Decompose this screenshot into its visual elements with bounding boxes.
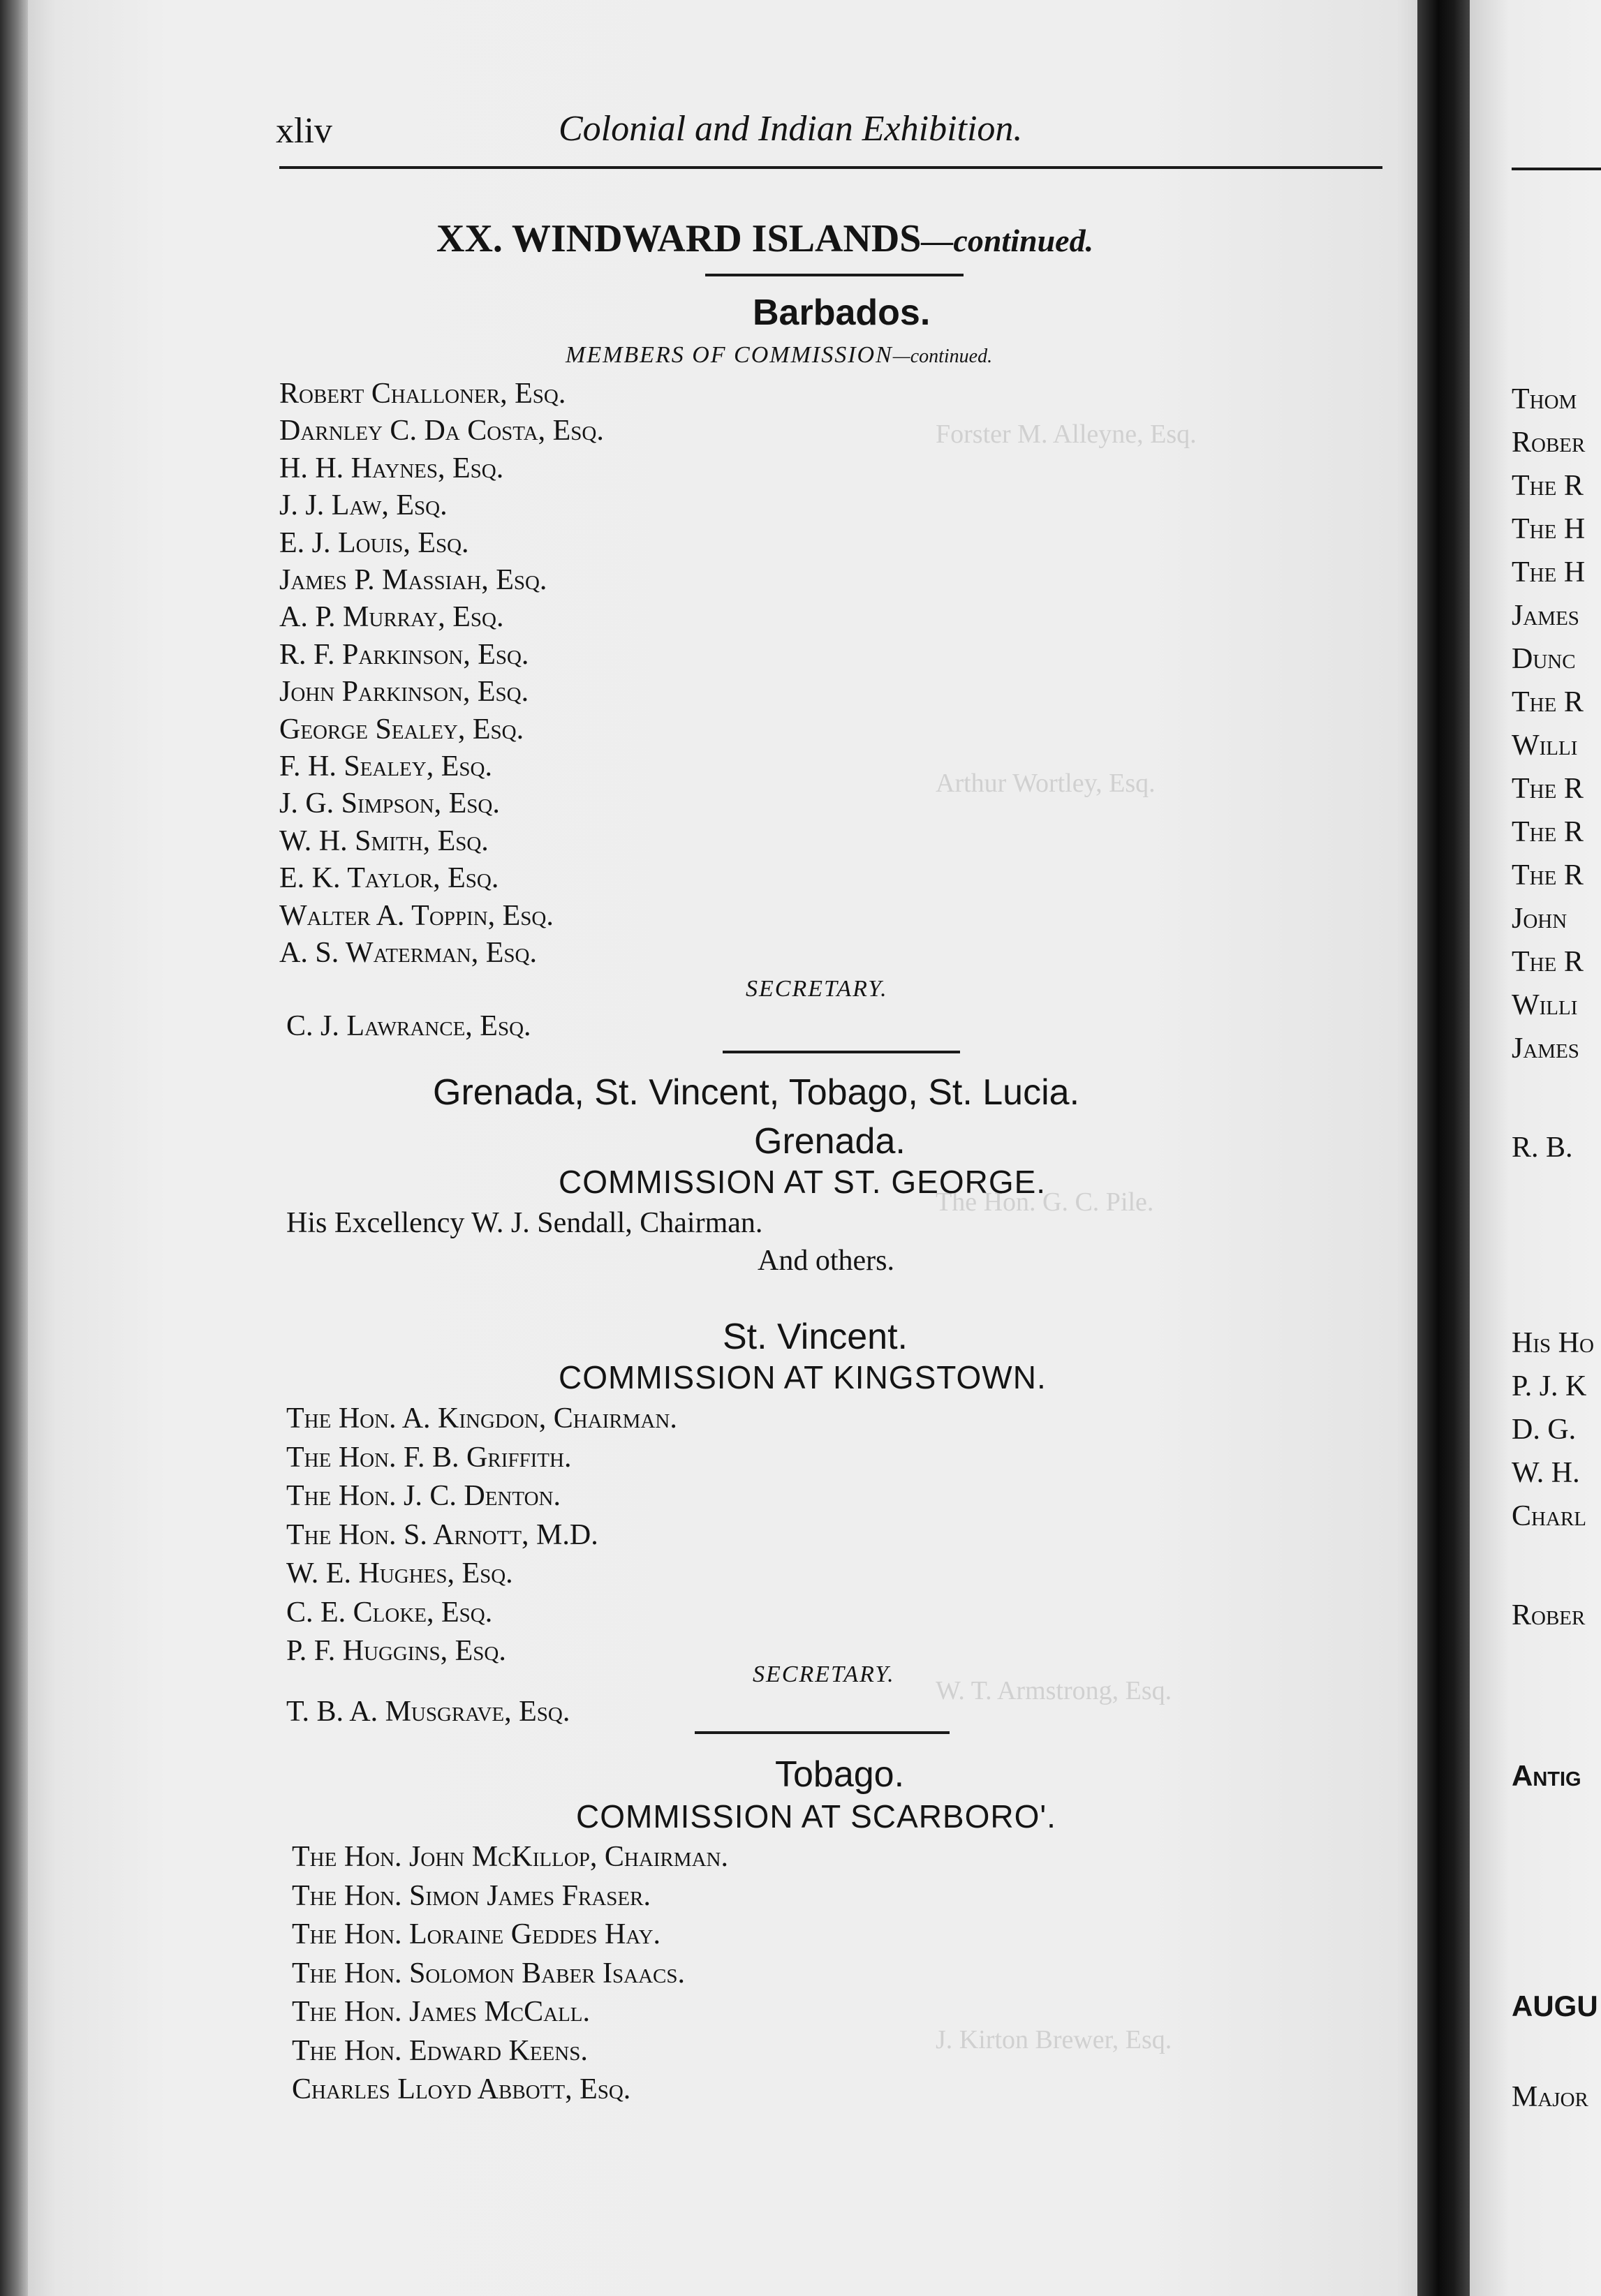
show-through-text: The Hon. G. C. Pile.: [936, 1187, 1154, 1217]
tobago-member: The Hon. Simon James Fraser.: [292, 1879, 651, 1912]
section-rule: [705, 274, 964, 276]
page-edge-shadow: [0, 0, 28, 2296]
adjacent-page-fragment: The R: [1512, 816, 1584, 848]
barbados-member: E. J. Louis, Esq.: [279, 526, 469, 559]
adjacent-header-rule: [1512, 168, 1601, 170]
section-title-text: XX. WINDWARD ISLANDS: [436, 217, 922, 260]
adjacent-page-fragment: D. G.: [1512, 1414, 1577, 1446]
barbados-member: A. S. Waterman, Esq.: [279, 937, 537, 969]
section-continued: —continued.: [921, 223, 1094, 258]
tobago-member: The Hon. Solomon Baber Isaacs.: [292, 1957, 685, 1990]
tobago-heading: Tobago.: [775, 1754, 905, 1795]
barbados-member: A. P. Murray, Esq.: [279, 601, 504, 634]
barbados-secretary-label: SECRETARY.: [746, 976, 888, 1002]
grenada-commission: COMMISSION AT ST. GEORGE.: [559, 1164, 1047, 1200]
adjacent-page-fragment: Rober: [1512, 1599, 1586, 1631]
adjacent-page-fragment: Thom: [1512, 383, 1577, 415]
adjacent-page-fragment: Antig: [1512, 1759, 1581, 1792]
barbados-member: Walter A. Toppin, Esq.: [279, 899, 554, 932]
barbados-heading: Barbados.: [753, 292, 931, 333]
st-vincent-member: P. F. Huggins, Esq.: [286, 1635, 506, 1667]
barbados-member: Robert Challoner, Esq.: [279, 378, 566, 410]
barbados-secretary: C. J. Lawrance, Esq.: [286, 1010, 531, 1042]
section-title: [436, 216, 1093, 261]
adjacent-page-fragment: AUGU: [1512, 1990, 1598, 2022]
adjacent-page-fragment: W. H.: [1512, 1457, 1580, 1489]
members-heading-text: MEMBERS OF COMMISSION: [566, 342, 893, 368]
adjacent-page-fragment: Rober: [1512, 427, 1586, 459]
grenada-heading: Grenada.: [754, 1121, 906, 1162]
adjacent-page-fragment: R. B.: [1512, 1132, 1573, 1164]
grenada-member: And others.: [758, 1245, 894, 1277]
barbados-member: John Parkinson, Esq.: [279, 676, 529, 709]
adjacent-page-fragment: Dunc: [1512, 643, 1576, 675]
st-vincent-member: The Hon. S. Arnott, M.D.: [286, 1518, 598, 1551]
barbados-member: Darnley C. Da Costa, Esq.: [279, 415, 604, 447]
barbados-member: W. H. Smith, Esq.: [279, 824, 489, 857]
st-vincent-secretary: T. B. A. Musgrave, Esq.: [286, 1696, 570, 1728]
adjacent-page-fragment: John: [1512, 903, 1567, 935]
show-through-text: W. T. Armstrong, Esq.: [936, 1676, 1172, 1705]
barbados-member: R. F. Parkinson, Esq.: [279, 638, 529, 671]
book-gutter: [1417, 0, 1470, 2296]
adjacent-page-fragment: Willi: [1512, 989, 1578, 1021]
barbados-member: F. H. Sealey, Esq.: [279, 750, 492, 783]
adjacent-page-fragment: Major: [1512, 2081, 1588, 2113]
barbados-member: H. H. Haynes, Esq.: [279, 452, 504, 484]
adjacent-page-fragment: James: [1512, 600, 1579, 632]
page-number: xliv: [276, 111, 332, 151]
divider-rule: [723, 1051, 960, 1053]
tobago-member: Charles Lloyd Abbott, Esq.: [292, 2073, 631, 2105]
adjacent-page-fragment: The R: [1512, 773, 1584, 805]
islands-group-heading: Grenada, St. Vincent, Tobago, St. Lucia.: [433, 1072, 1080, 1113]
adjacent-page-fragment: Charl: [1512, 1500, 1586, 1532]
st-vincent-member: W. E. Hughes, Esq.: [286, 1557, 513, 1590]
adjacent-page-fragment: James: [1512, 1032, 1579, 1065]
st-vincent-heading: St. Vincent.: [723, 1317, 908, 1357]
st-vincent-member: The Hon. J. C. Denton.: [286, 1480, 561, 1512]
st-vincent-member: The Hon. A. Kingdon, Chairman.: [286, 1402, 677, 1435]
tobago-commission: COMMISSION AT SCARBORO'.: [576, 1798, 1056, 1835]
st-vincent-member: The Hon. F. B. Griffith.: [286, 1441, 572, 1474]
divider-rule: [695, 1731, 950, 1734]
header-rule: [279, 166, 1382, 169]
barbados-member: J. G. Simpson, Esq.: [279, 787, 500, 820]
adjacent-page-fragment: The R: [1512, 859, 1584, 891]
adjacent-page-fragment: The R: [1512, 946, 1584, 978]
adjacent-page: [1470, 0, 1601, 2296]
show-through-text: J. Kirton Brewer, Esq.: [936, 2025, 1172, 2054]
members-heading: [566, 342, 992, 369]
members-continued: —continued.: [892, 346, 993, 367]
barbados-member: George Sealey, Esq.: [279, 713, 524, 746]
tobago-member: The Hon. James McCall.: [292, 1996, 591, 2028]
tobago-member: The Hon. Loraine Geddes Hay.: [292, 1918, 661, 1950]
st-vincent-secretary-label: SECRETARY.: [753, 1661, 895, 1687]
grenada-member: His Excellency W. J. Sendall, Chairman.: [286, 1207, 763, 1239]
st-vincent-member: C. E. Cloke, Esq.: [286, 1596, 493, 1629]
barbados-member: James P. Massiah, Esq.: [279, 564, 547, 596]
adjacent-page-fragment: Willi: [1512, 729, 1578, 762]
adjacent-page-fragment: The R: [1512, 686, 1584, 718]
running-title: Colonial and Indian Exhibition.: [559, 109, 1023, 149]
barbados-member: E. K. Taylor, Esq.: [279, 862, 499, 895]
adjacent-page-fragment: P. J. K: [1512, 1370, 1587, 1402]
adjacent-page-fragment: The H: [1512, 513, 1586, 545]
tobago-member: The Hon. Edward Keens.: [292, 2034, 588, 2067]
adjacent-page-fragment: His Ho: [1512, 1327, 1594, 1359]
adjacent-page-fragment: The R: [1512, 470, 1584, 502]
tobago-member: The Hon. John McKillop, Chairman.: [292, 1841, 728, 1873]
show-through-text: Arthur Wortley, Esq.: [936, 769, 1156, 798]
st-vincent-commission: COMMISSION AT KINGSTOWN.: [559, 1359, 1047, 1395]
barbados-member: J. J. Law, Esq.: [279, 489, 448, 522]
show-through-text: Forster M. Alleyne, Esq.: [936, 420, 1197, 449]
adjacent-page-fragment: The H: [1512, 556, 1586, 588]
